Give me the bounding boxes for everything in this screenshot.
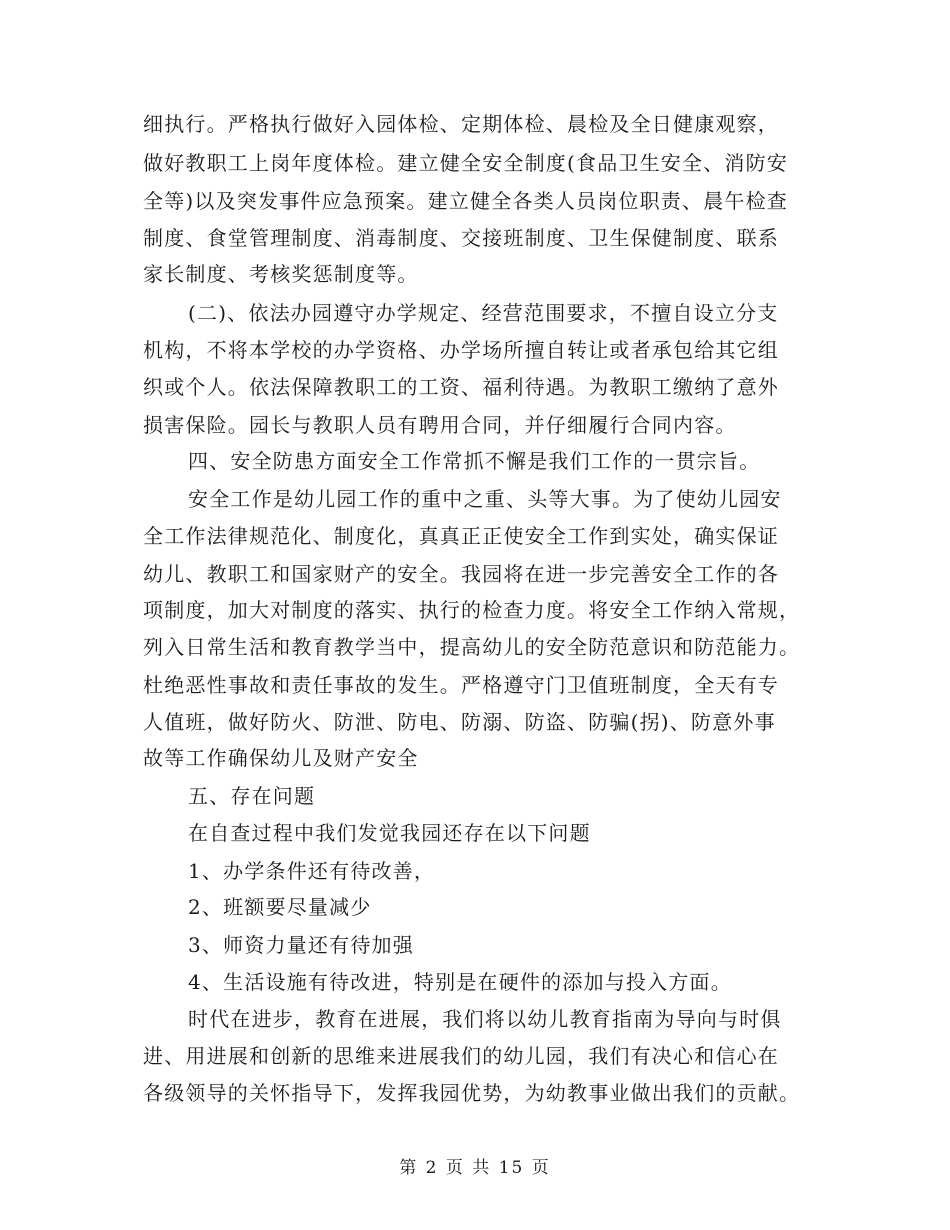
list-item: 4、生活设施有待改进，特别是在硬件的添加与投入方面。 [188, 970, 732, 994]
paragraph-line: 各级领导的关怀指导下，发挥我园优势，为幼教事业做出我们的贡献。 [143, 1081, 801, 1105]
paragraph-line: 家长制度、考核奖惩制度等。 [143, 262, 419, 286]
paragraph-line: 全工作法律规范化、制度化，真真正正使安全工作到实处，确实保证 [143, 524, 779, 548]
paragraph-line: 项制度，加大对制度的落实、执行的检查力度。将安全工作纳入常规， [143, 598, 801, 622]
paragraph-line: 制度、食堂管理制度、消毒制度、交接班制度、卫生保健制度、联系 [143, 226, 779, 250]
section-heading: 五、存在问题 [188, 784, 316, 808]
paragraph-line: 幼儿、教职工和国家财产的安全。我园将在进一步完善安全工作的各 [143, 562, 779, 586]
paragraph-line: 列入日常生活和教育教学当中，提高幼儿的安全防范意识和防范能力。 [143, 635, 801, 659]
paragraph-line: 杜绝恶性事故和责任事故的发生。严格遵守门卫值班制度，全天有专 [143, 673, 779, 697]
paragraph-line: 全等)以及突发事件应急预案。建立健全各类人员岗位职责、晨午检查 [143, 189, 789, 213]
page-number-footer: 第 2 页 共 15 页 [399, 1158, 551, 1178]
paragraph-line: 故等工作确保幼儿及财产安全 [143, 746, 419, 770]
paragraph-line: (二)、依法办园遵守办学规定、经营范围要求，不擅自设立分支 [188, 301, 779, 325]
paragraph-line: 进、用进展和创新的思维来进展我们的幼儿园，我们有决心和信心在 [143, 1044, 779, 1068]
paragraph-line: 人值班，做好防火、防泄、防电、防溺、防盗、防骗(拐)、防意外事 [143, 710, 776, 734]
paragraph-line: 损害保险。园长与教职人员有聘用合同，并仔细履行合同内容。 [143, 413, 737, 437]
section-heading: 四、安全防患方面安全工作常抓不懈是我们工作的一贯宗旨。 [188, 449, 761, 473]
list-item: 3、师资力量还有待加强 [188, 933, 414, 957]
list-item: 2、班额要尽量减少 [188, 895, 372, 919]
paragraph-line: 做好教职工上岗年度体检。建立健全安全制度(食品卫生安全、消防安 [143, 151, 789, 175]
paragraph-line: 织或个人。依法保障教职工的工资、福利待遇。为教职工缴纳了意外 [143, 375, 779, 399]
list-item: 1、办学条件还有待改善， [188, 859, 436, 883]
paragraph-line: 时代在进步，教育在进展，我们将以幼儿教育指南为导向与时俱 [188, 1007, 782, 1031]
paragraph-line: 细执行。严格执行做好入园体检、定期体检、晨检及全日健康观察， [143, 112, 779, 136]
paragraph-line: 机构，不将本学校的办学资格、办学场所擅自转让或者承包给其它组 [143, 338, 779, 362]
paragraph-line: 在自查过程中我们发觉我园还存在以下问题 [188, 821, 591, 845]
paragraph-line: 安全工作是幼儿园工作的重中之重、头等大事。为了使幼儿园安 [188, 487, 782, 511]
